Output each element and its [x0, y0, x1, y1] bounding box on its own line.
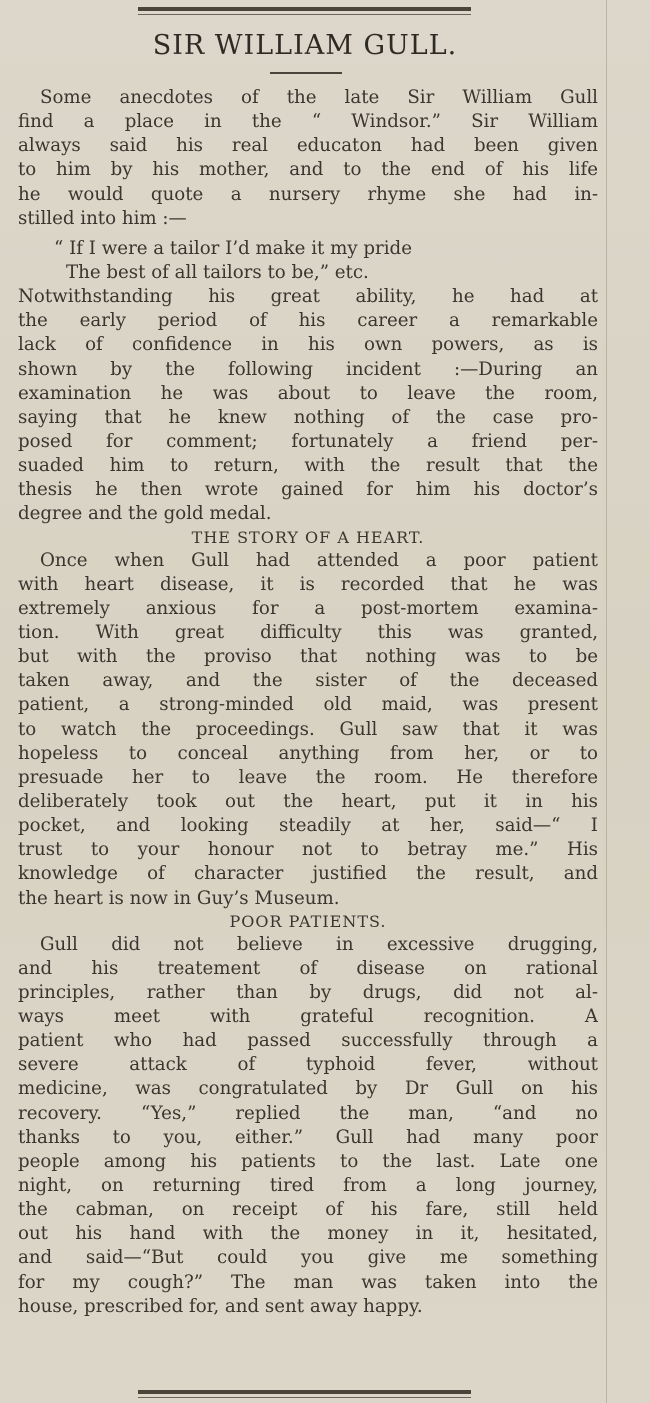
text-line: trust to your honour not to betray me.” His: [18, 839, 598, 861]
text-line: patient who had passed successfully through a: [18, 1030, 598, 1052]
text-line: people among his patients to the last. Late one: [18, 1150, 598, 1172]
text-line: always said his real educaton had been given: [18, 135, 598, 157]
text-line: the cabman, on receipt of his fare, still held: [18, 1199, 598, 1221]
text-line: he would quote a nursery rhyme she had in-: [18, 183, 598, 205]
text-line: Once when Gull had attended a poor patient: [40, 549, 598, 571]
top-rule-thin: [138, 14, 471, 15]
text-line: pocket, and looking steadily at her, said—“ I: [18, 815, 598, 837]
text-line: the heart is now in Guy’s Museum.: [18, 887, 340, 909]
text-line: and said—“But could you give me something: [18, 1247, 598, 1269]
title-rule: [270, 72, 342, 74]
text-line: stilled into him :—: [18, 207, 187, 229]
text-line: shown by the following incident :—During an: [18, 358, 598, 380]
text-line: the early period of his career a remarkable: [18, 310, 598, 332]
text-line: for my cough?” The man was taken into the: [18, 1271, 598, 1293]
text-line: find a place in the “ Windsor.” Sir William: [18, 111, 598, 133]
text-line: Some anecdotes of the late Sir William Gull: [40, 87, 598, 108]
text-line: house, prescribed for, and sent away happy.: [18, 1295, 423, 1317]
text-line: deliberately took out the heart, put it in his: [18, 790, 598, 812]
text-line: principles, rather than by drugs, did not al-: [18, 981, 598, 1003]
text-line: to him by his mother, and to the end of his life: [18, 159, 598, 181]
text-line: Notwithstanding his great ability, he had at: [18, 286, 598, 308]
text-line: posed for comment; fortunately a friend per-: [18, 430, 598, 452]
paragraph-1: [18, 86, 598, 231]
paragraph-3: [18, 549, 598, 911]
text-line: Gull did not believe in excessive drugging,: [40, 933, 598, 955]
text-line: thesis he then wrote gained for him his doctor’s: [18, 479, 598, 501]
text-line: The best of all tailors to be,” etc.: [66, 261, 369, 283]
text-line: extremely anxious for a post-mortem examina-: [18, 597, 598, 619]
text-line: suaded him to return, with the result that the: [18, 455, 598, 477]
bottom-rule: [138, 1390, 471, 1394]
paragraph-2: [18, 285, 598, 526]
text-line: with heart disease, it is recorded that he was: [18, 573, 598, 595]
top-rule: [138, 7, 471, 11]
text-line: to watch the proceedings. Gull saw that it was: [18, 718, 598, 740]
text-line: saying that he knew nothing of the case pro-: [18, 406, 598, 428]
text-line: out his hand with the money in it, hesitated,: [18, 1223, 598, 1245]
text-line: degree and the gold medal.: [18, 503, 272, 525]
text-line: recovery. “Yes,” replied the man, “and no: [18, 1102, 598, 1124]
text-line: and his treatement of disease on rational: [18, 957, 598, 979]
subheading-poor-patients: POOR PATIENTS.: [229, 911, 387, 931]
article-body: [18, 86, 598, 1319]
text-line: lack of confidence in his own powers, as is: [18, 334, 598, 356]
column-edge: [606, 0, 607, 1403]
text-line: presuade her to leave the room. He therefore: [18, 766, 598, 788]
text-line: severe attack of typhoid fever, without: [18, 1054, 598, 1076]
text-line: hopeless to conceal anything from her, or to: [18, 742, 598, 764]
text-line: taken away, and the sister of the deceased: [18, 670, 598, 692]
bottom-rule-thin: [138, 1397, 471, 1398]
text-line: medicine, was congratulated by Dr Gull on his: [18, 1078, 598, 1100]
text-line: examination he was about to leave the room,: [18, 382, 598, 404]
text-line: thanks to you, either.” Gull had many poor: [18, 1126, 598, 1148]
text-line: but with the proviso that nothing was to be: [18, 646, 598, 668]
paragraph-4: [18, 933, 598, 1319]
text-line: knowledge of character justified the result, and: [18, 863, 598, 885]
text-line: night, on returning tired from a long journey,: [18, 1175, 598, 1197]
text-line: “ If I were a tailor I’d make it my pride: [54, 237, 412, 259]
subheading-heart: THE STORY OF A HEART.: [191, 527, 425, 547]
text-line: ways meet with grateful recognition. A: [18, 1006, 598, 1028]
text-line: patient, a strong-minded old maid, was present: [18, 694, 598, 716]
article-title: SIR WILLIAM GULL.: [152, 30, 458, 61]
rhyme-quote: [18, 237, 598, 285]
text-line: tion. With great difficulty this was granted,: [18, 621, 598, 643]
